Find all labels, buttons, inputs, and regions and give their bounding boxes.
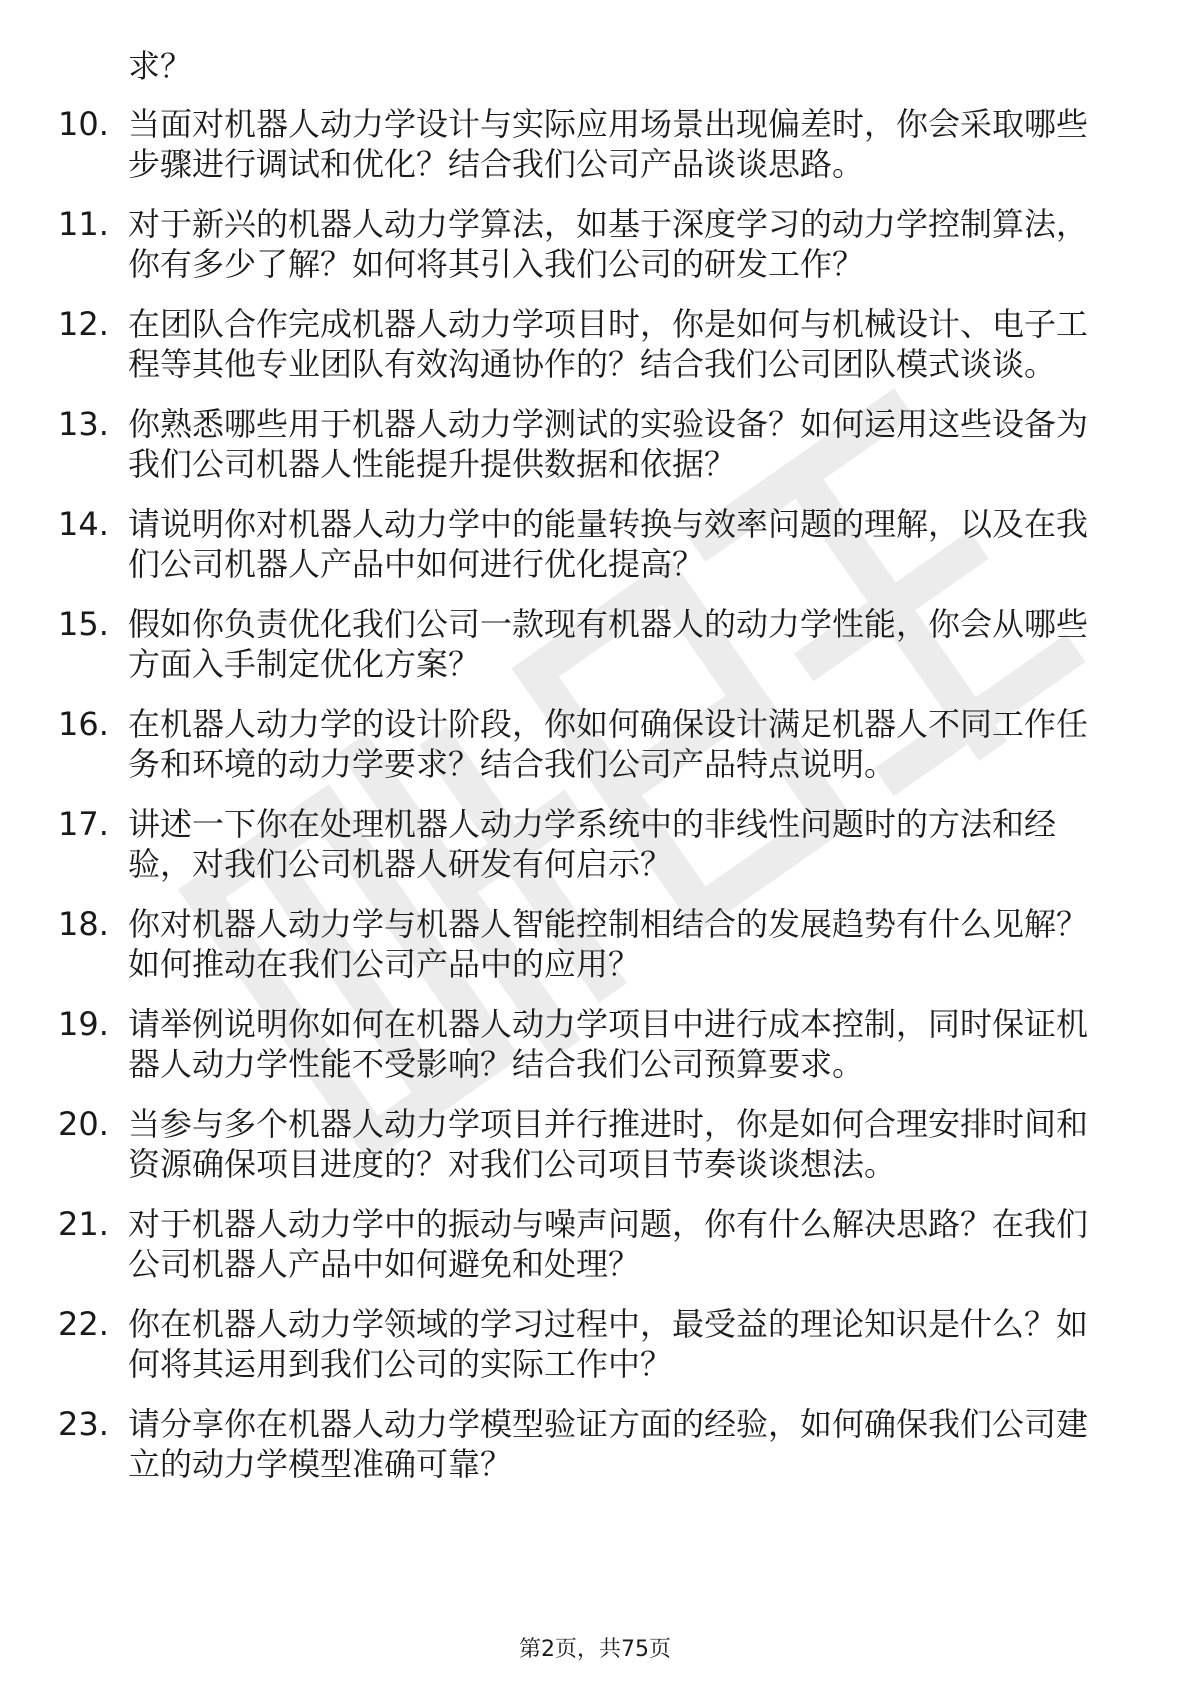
question-list xyxy=(0,104,1190,1504)
question-number: 18. xyxy=(58,905,109,943)
question-text: 请分享你在机器人动力学模型验证方面的经验，如何确保我们公司建立的动力学模型准确可靠？ xyxy=(128,1405,1089,1483)
question-text: 请说明你对机器人动力学中的能量转换与效率问题的理解，以及在我们公司机器人产品中如何进行优化提高？ xyxy=(128,505,1089,583)
question-number: 22. xyxy=(58,1305,109,1343)
question-number: 23. xyxy=(58,1405,109,1443)
question-number: 17. xyxy=(58,805,109,843)
question-text: 请举例说明你如何在机器人动力学项目中进行成本控制，同时保证机器人动力学性能不受影响？结合我们公司预算要求。 xyxy=(128,1005,1089,1083)
question-number: 13. xyxy=(58,405,109,443)
list-item xyxy=(0,1204,1190,1284)
question-number: 14. xyxy=(58,505,109,543)
question-number: 19. xyxy=(58,1005,109,1043)
question-number: 11. xyxy=(58,205,109,243)
list-item xyxy=(0,204,1190,284)
list-item xyxy=(0,104,1190,184)
question-number: 15. xyxy=(58,605,109,643)
page-footer: 第2页，共75页 xyxy=(519,1637,671,1662)
list-item xyxy=(0,1004,1190,1084)
question-text: 你对机器人动力学与机器人智能控制相结合的发展趋势有什么见解？如何推动在我们公司产品中的应用？ xyxy=(128,905,1089,983)
list-item xyxy=(0,604,1190,684)
question-text: 当参与多个机器人动力学项目并行推进时，你是如何合理安排时间和资源确保项目进度的？对我们公司项目节奏谈谈想法。 xyxy=(128,1105,1089,1183)
question-number: 16. xyxy=(58,705,109,743)
question-number: 10. xyxy=(58,105,109,143)
continuation-text: 求？ xyxy=(128,47,193,85)
question-number: 20. xyxy=(58,1105,109,1143)
question-text: 在团队合作完成机器人动力学项目时，你是如何与机械设计、电子工程等其他专业团队有效沟通协作的？结合我们公司团队模式谈谈。 xyxy=(128,305,1089,383)
list-item xyxy=(0,904,1190,984)
list-item xyxy=(0,304,1190,384)
question-text: 假如你负责优化我们公司一款现有机器人的动力学性能，你会从哪些方面入手制定优化方案？ xyxy=(128,605,1089,683)
list-item xyxy=(0,1404,1190,1484)
list-item xyxy=(0,1304,1190,1384)
question-text: 你在机器人动力学领域的学习过程中，最受益的理论知识是什么？如何将其运用到我们公司的实际工作中？ xyxy=(128,1305,1089,1383)
list-item xyxy=(0,504,1190,584)
question-text: 你熟悉哪些用于机器人动力学测试的实验设备？如何运用这些设备为我们公司机器人性能提升提供数据和依据？ xyxy=(128,405,1089,483)
list-item xyxy=(0,404,1190,484)
question-text: 讲述一下你在处理机器人动力学系统中的非线性问题时的方法和经验，对我们公司机器人研发有何启示？ xyxy=(128,805,1057,883)
question-number: 12. xyxy=(58,305,109,343)
question-text: 在机器人动力学的设计阶段，你如何确保设计满足机器人不同工作任务和环境的动力学要求？结合我们公司产品特点说明。 xyxy=(128,705,1089,783)
question-text: 对于新兴的机器人动力学算法，如基于深度学习的动力学控制算法，你有多少了解？如何将其引入我们公司的研发工作？ xyxy=(128,205,1089,283)
question-number: 21. xyxy=(58,1205,109,1243)
list-item xyxy=(0,704,1190,784)
question-text: 当面对机器人动力学设计与实际应用场景出现偏差时，你会采取哪些步骤进行调试和优化？结合我们公司产品谈谈思路。 xyxy=(128,105,1089,183)
list-item xyxy=(0,1104,1190,1184)
question-text: 对于机器人动力学中的振动与噪声问题，你有什么解决思路？在我们公司机器人产品中如何避免和处理？ xyxy=(128,1205,1089,1283)
list-item xyxy=(0,804,1190,884)
